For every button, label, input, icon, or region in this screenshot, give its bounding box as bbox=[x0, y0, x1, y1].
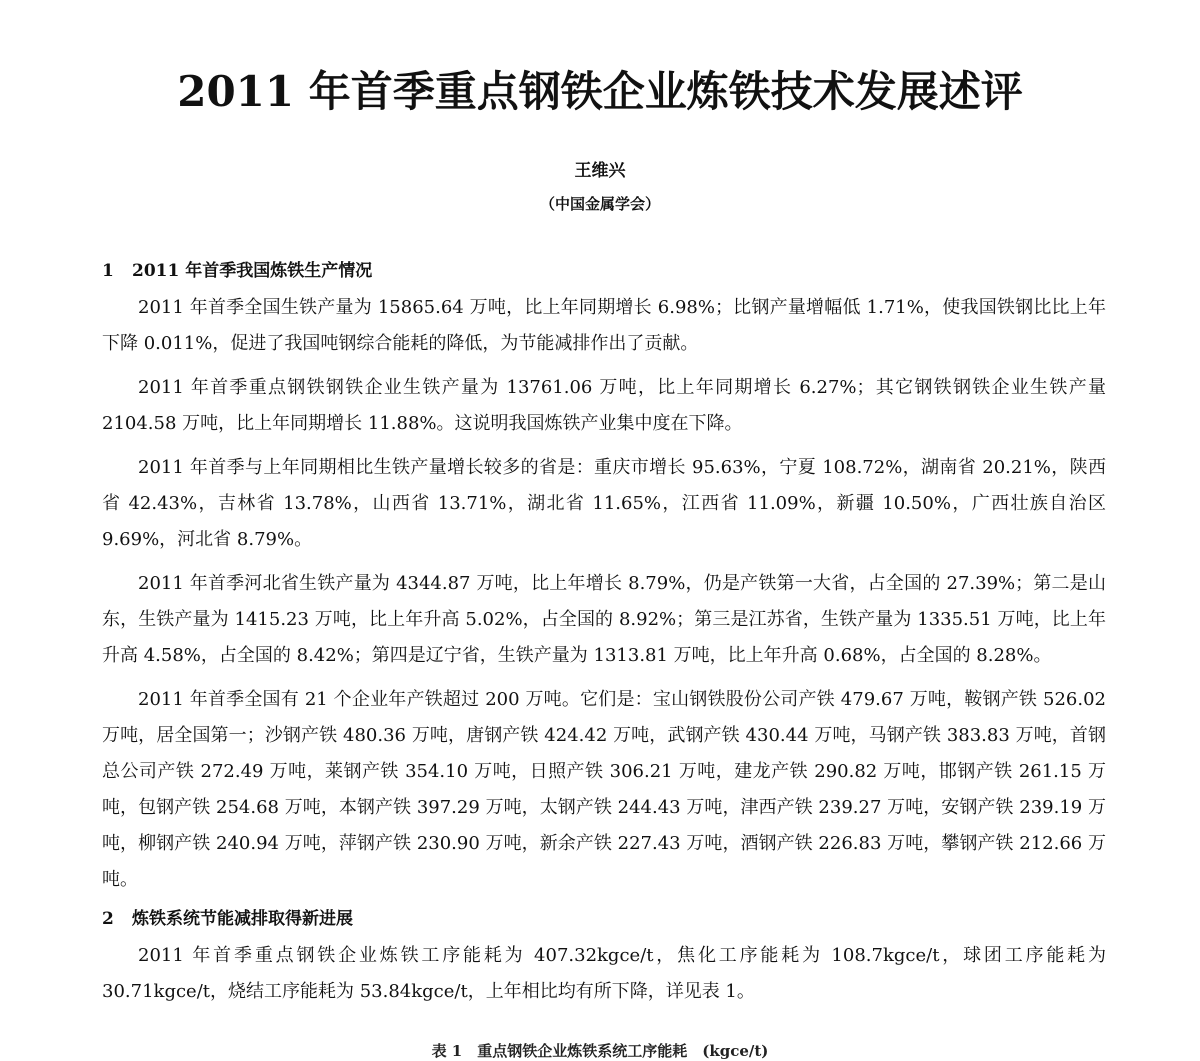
section-title: 炼铁系统节能减排取得新进展 bbox=[132, 909, 353, 929]
paragraph: 2011 年首季与上年同期相比生铁产量增长较多的省是：重庆市增长 95.63%，宁夏 108.72%，湖南省 20.21%，陕西省 42.43%，吉林省 13.78%，山西省 13.71%，湖北省 11.65%，江西省 11.09%，新疆 10.50%，广西壮族自治区 9.69%，河北省 8.79%。 bbox=[102, 457, 1106, 550]
section-heading bbox=[102, 258, 1106, 290]
section-number: 2 bbox=[102, 909, 114, 929]
section-number: 1 bbox=[102, 261, 114, 281]
section-title: 2011 年首季我国炼铁生产情况 bbox=[132, 261, 373, 281]
paragraph: 2011 年首季全国有 21 个企业年产铁超过 200 万吨。它们是：宝山钢铁股份公司产铁 479.67 万吨，鞍钢产铁 526.02 万吨，居全国第一；沙钢产铁 480.36 万吨，唐钢产铁 424.42 万吨，武钢产铁 430.44 万吨，马钢产铁 383.83 万吨，首钢总公司产铁 272.49 万吨，莱钢产铁 354.10 万吨，日照产铁 306.21 万吨，建龙产铁 290.82 万吨，邯钢产铁 261.15 万吨，包钢产铁 254.68 万吨，本钢产铁 397.29 万吨，太钢产铁 244.43 万吨，津西产铁 239.27 万吨，安钢产铁 239.19 万吨，柳钢产铁 240.94 万吨，萍钢产铁 230.90 万吨，新余产铁 227.43 万吨，酒钢产铁 226.83 万吨，攀钢产铁 212.66 万吨。 bbox=[102, 689, 1106, 890]
table-caption: 表 1 重点钢铁企业炼铁系统工序能耗 (kgce/t) bbox=[431, 1042, 769, 1060]
section-heading bbox=[102, 906, 1106, 938]
paragraph: 2011 年首季重点钢铁企业炼铁工序能耗为 407.32kgce/t，焦化工序能耗为 108.7kgce/t，球团工序能耗为 30.71kgce/t，烧结工序能耗为 53.84kgce/t，上年相比均有所下降，详见表 1。 bbox=[102, 945, 1106, 1002]
article-body bbox=[102, 258, 1106, 1010]
author-name: 王维兴 bbox=[574, 161, 626, 181]
paragraph: 2011 年首季河北省生铁产量为 4344.87 万吨，比上年增长 8.79%，仍是产铁第一大省，占全国的 27.39%；第二是山东，生铁产量为 1415.23 万吨，比上年升高 5.02%，占全国的 8.92%；第三是江苏省，生铁产量为 1335.51 万吨，比上年升高 4.58%，占全国的 8.42%；第四是辽宁省，生铁产量为 1313.81 万吨，比上年升高 0.68%，占全国的 8.28%。 bbox=[102, 573, 1106, 666]
paper-title: 2011 年首季重点钢铁企业炼铁技术发展述评 bbox=[177, 67, 1023, 116]
author-affiliation: （中国金属学会） bbox=[539, 195, 660, 213]
paragraph: 2011 年首季全国生铁产量为 15865.64 万吨，比上年同期增长 6.98%；比钢产量增幅低 1.71%，使我国铁钢比比上年下降 0.011%，促进了我国吨钢综合能耗的降低，为节能减排作出了贡献。 bbox=[102, 297, 1106, 354]
paragraph: 2011 年首季重点钢铁钢铁企业生铁产量为 13761.06 万吨，比上年同期增长 6.27%；其它钢铁钢铁企业生铁产量 2104.58 万吨，比上年同期增长 11.88%。这说明我国炼铁产业集中度在下降。 bbox=[102, 377, 1106, 434]
